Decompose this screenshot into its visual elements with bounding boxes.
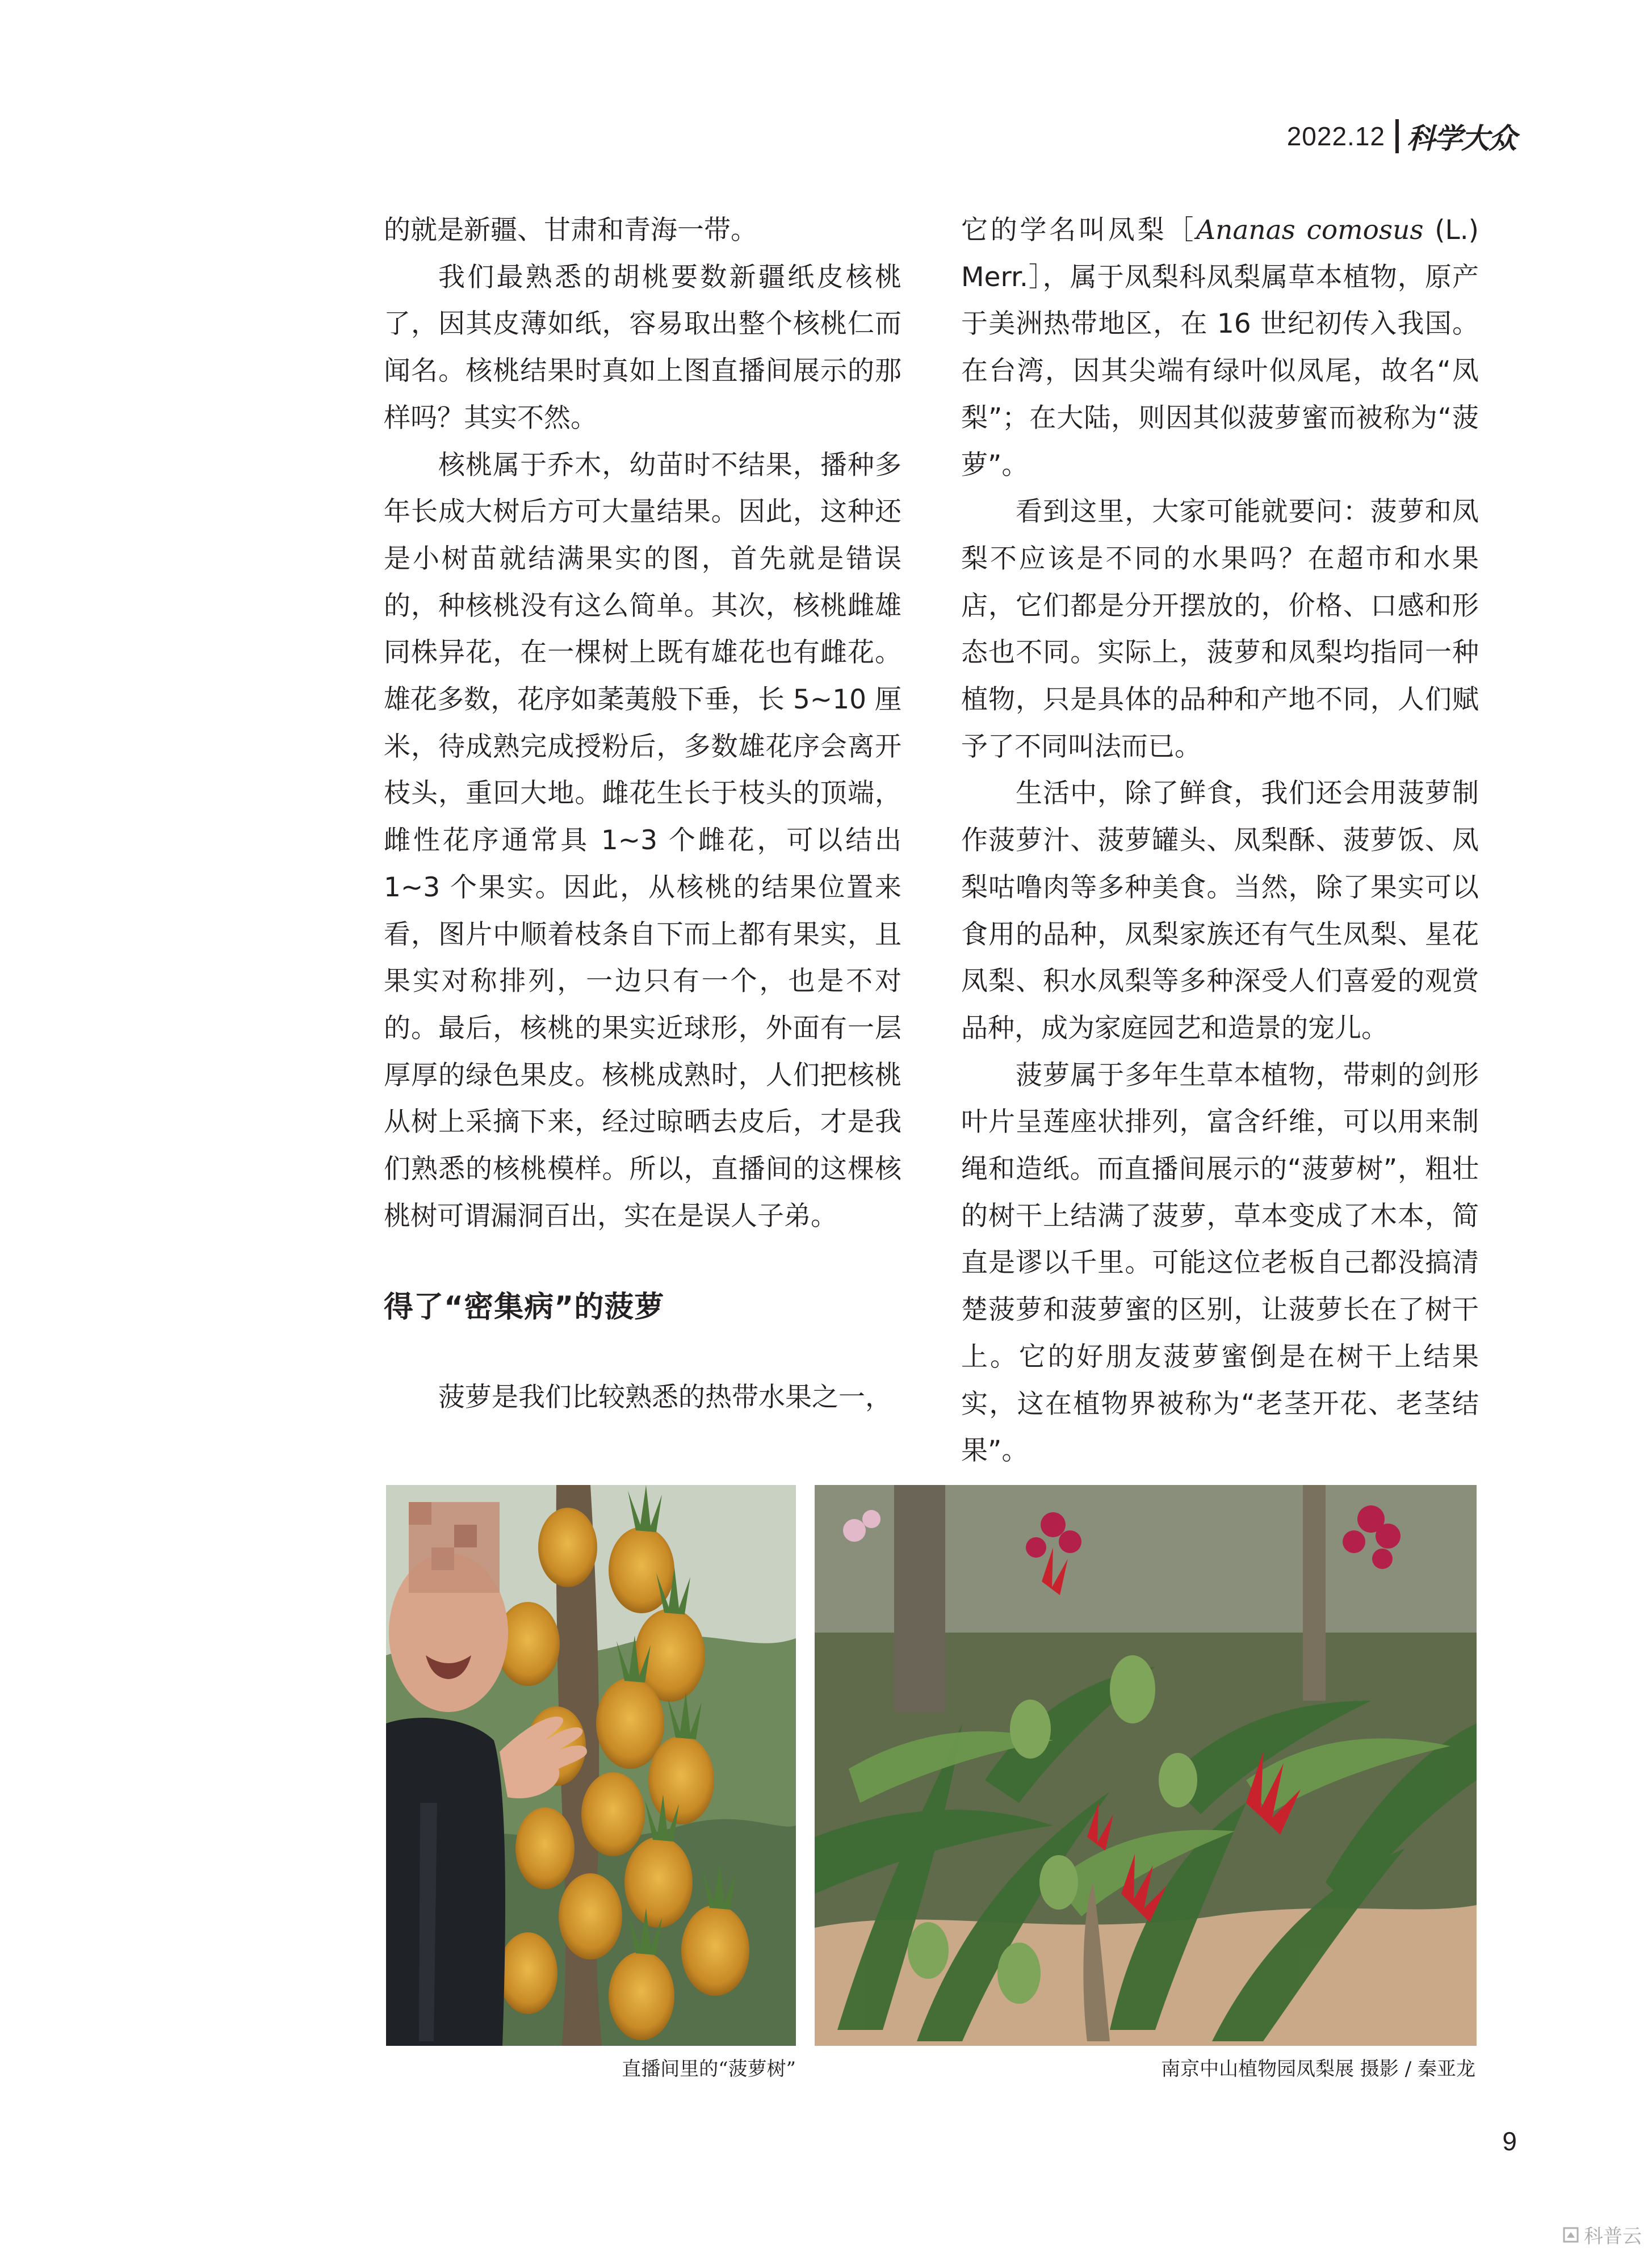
scientific-name: Ananas comosus xyxy=(1196,215,1424,246)
right-paragraph-1-start: 它的学名叫凤梨［ xyxy=(961,215,1197,246)
right-column xyxy=(961,207,1479,1475)
right-paragraph-1 xyxy=(961,207,1479,489)
magazine-logo: 科学大众 xyxy=(1407,121,1516,155)
right-paragraph-3: 生活中，除了鲜食，我们还会用菠萝制作菠萝汁、菠萝罐头、凤梨酥、菠萝饭、凤梨咕噜肉等多种美食。当然，除了果实可以食用的品种，凤梨家族还有气生凤梨、星花凤梨、积水凤梨等多种深受人们喜爱的观赏品种，成为家庭园艺和造景的宠儿。 xyxy=(961,778,1479,1044)
watermark xyxy=(1562,2221,1642,2248)
pineapple-tree-photo xyxy=(386,1485,796,2046)
left-column xyxy=(384,207,902,1421)
bromeliad-exhibition-photo xyxy=(815,1485,1477,2046)
left-paragraph-1: 的就是新疆、甘肃和青海一带。 xyxy=(384,215,757,246)
page-number: 9 xyxy=(1502,2126,1517,2156)
header-divider xyxy=(1395,119,1399,153)
right-paragraph-4: 菠萝属于多年生草本植物，带刺的剑形叶片呈莲座状排列，富含纤维，可以用来制绳和造纸。而直播间展示的“菠萝树”，粗壮的树干上结满了菠萝，草本变成了木本，简直是谬以千里。可能这位老板自己都没搞清楚菠萝和菠萝蜜的区别，让菠萝长在了树干上。它的好朋友菠萝蜜倒是在树干上结果实，这在植物界被称为“老茎开花、老茎结果”。 xyxy=(961,1059,1479,1467)
left-paragraph-2: 我们最熟悉的胡桃要数新疆纸皮核桃了，因其皮薄如纸，容易取出整个核桃仁而闻名。核桃结果时真如上图直播间展示的那样吗？其实不然。 xyxy=(384,261,902,434)
left-paragraph-3: 核桃属于乔木，幼苗时不结果，播种多年长成大树后方可大量结果。因此，这种还是小树苗就结满果实的图，首先就是错误的，种核桃没有这么简单。其次，核桃雌雄同株异花，在一棵树上既有雄花也有雌花。雄花多数，花序如葇荑般下垂，长 5~10 厘米，待成熟完成授粉后，多数雄花序会离开枝头，重回大地。雌花生长于枝头的顶端，雌性花序通常具 1~3 个雌花，可以结出 1~3 个果实。因此，从核桃的结果位置来看，图片中顺着枝条自下而上都有果实，且果实对称排列，一边只有一个，也是不对的。最后，核桃的果实近球形，外面有一层厚厚的绿色果皮。核桃成熟时，人们把核桃从树上采摘下来，经过晾晒去皮后，才是我们熟悉的核桃模样。所以，直播间的这棵核桃树可谓漏洞百出，实在是误人子弟。 xyxy=(384,449,902,1232)
watermark-icon xyxy=(1562,2226,1579,2243)
left-photo-caption: 直播间里的“菠萝树” xyxy=(622,2058,796,2080)
issue-date: 2022.12 xyxy=(1286,121,1385,151)
left-paragraph-4: 菠萝是我们比较熟悉的热带水果之一， xyxy=(438,1382,892,1413)
right-paragraph-2: 看到这里，大家可能就要问：菠萝和凤梨不应该是不同的水果吗？在超市和水果店，它们都是分开摆放的，价格、口感和形态也不同。实际上，菠萝和凤梨均指同一种植物，只是具体的品种和产地不同，人们赋予了不同叫法而已。 xyxy=(961,496,1479,762)
right-photo-caption: 南京中山植物园凤梨展 摄影 / 秦亚龙 xyxy=(1161,2058,1475,2080)
right-paragraph-1-rest: (L.) Merr.］，属于凤梨科凤梨属草本植物，原产于美洲热带地区，在 16 世纪初传入我国。在台湾，因其尖端有绿叶似凤尾，故名“凤梨”；在大陆，则因其似菠萝蜜而被称为“菠萝”。 xyxy=(961,215,1479,481)
page-header xyxy=(1287,119,1516,153)
watermark-text: 科普云 xyxy=(1584,2225,1642,2248)
section-heading: 得了“密集病”的菠萝 xyxy=(384,1290,665,1325)
